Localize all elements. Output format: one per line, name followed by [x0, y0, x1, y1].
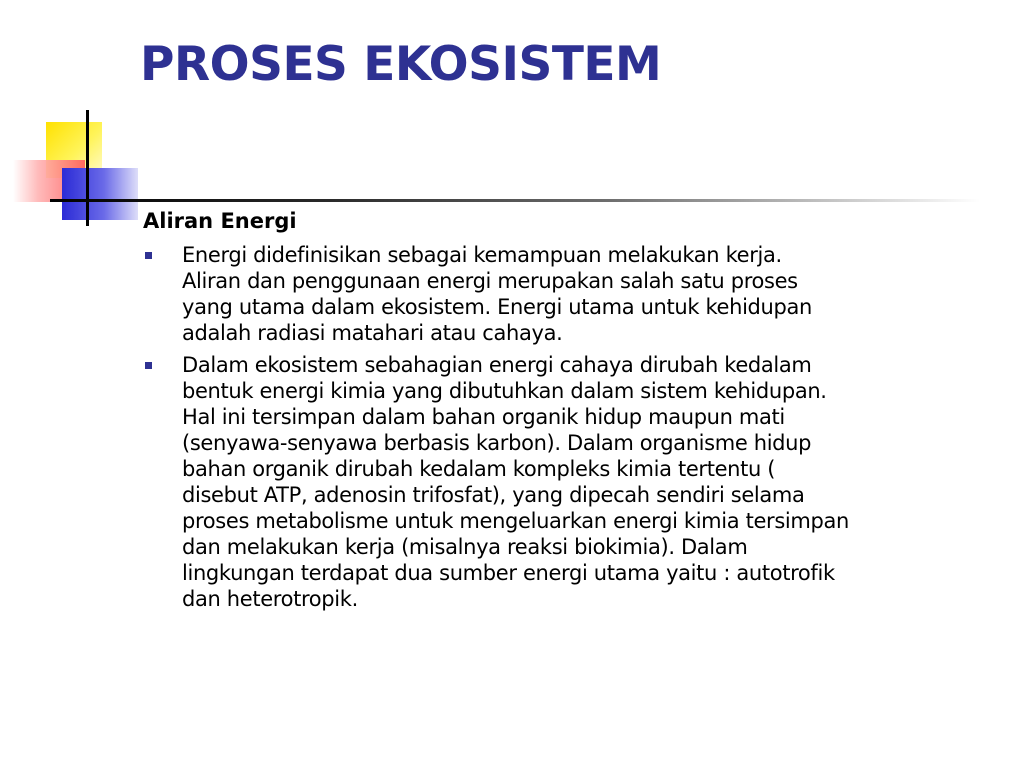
bullet-text-line: dan melakukan kerja (misalnya reaksi biokimia). Dalam: [182, 535, 748, 559]
bullet-text-line: lingkungan terdapat dua sumber energi utama yaitu : autotrofik: [182, 561, 835, 585]
bullet-text-line: disebut ATP, adenosin trifosfat), yang dipecah sendiri selama: [182, 483, 805, 507]
slide-title: PROSES EKOSISTEM: [140, 37, 662, 92]
bullet-text-line: Aliran dan penggunaan energi merupakan salah satu proses: [182, 269, 798, 293]
vertical-line-decoration: [86, 110, 89, 226]
bullet-text-line: yang utama dalam ekosistem. Energi utama untuk kehidupan: [182, 295, 812, 319]
decorative-squares-graphic: [0, 0, 140, 240]
bullet-text-line: Energi didefinisikan sebagai kemampuan melakukan kerja.: [182, 243, 782, 267]
square-bullet-icon: [145, 252, 152, 259]
bullet-item: [143, 352, 1013, 612]
blue-square-decoration: [62, 168, 138, 220]
bullet-text-line: Dalam ekosistem sebahagian energi cahaya dirubah kedalam: [182, 353, 812, 377]
bullet-text-line: Hal ini tersimpan dalam bahan organik hidup maupun mati: [182, 405, 785, 429]
bullet-text-line: (senyawa-senyawa berbasis karbon). Dalam organisme hidup: [182, 431, 812, 455]
bullet-text-line: proses metabolisme untuk mengeluarkan energi kimia tersimpan: [182, 509, 849, 533]
bullet-text-line: dan heterotropik.: [182, 587, 358, 611]
bullet-text-line: bahan organik dirubah kedalam kompleks kimia tertentu (: [182, 457, 776, 481]
bullet-list: [143, 242, 1013, 612]
bullet-item: [143, 242, 1013, 346]
square-bullet-icon: [145, 362, 152, 369]
bullet-text-line: bentuk energi kimia yang dibutuhkan dalam sistem kehidupan.: [182, 379, 827, 403]
slide-content: [143, 204, 1013, 618]
section-heading: Aliran Energi: [143, 209, 297, 233]
horizontal-divider: [50, 199, 980, 202]
bullet-text-line: adalah radiasi matahari atau cahaya.: [182, 321, 563, 345]
